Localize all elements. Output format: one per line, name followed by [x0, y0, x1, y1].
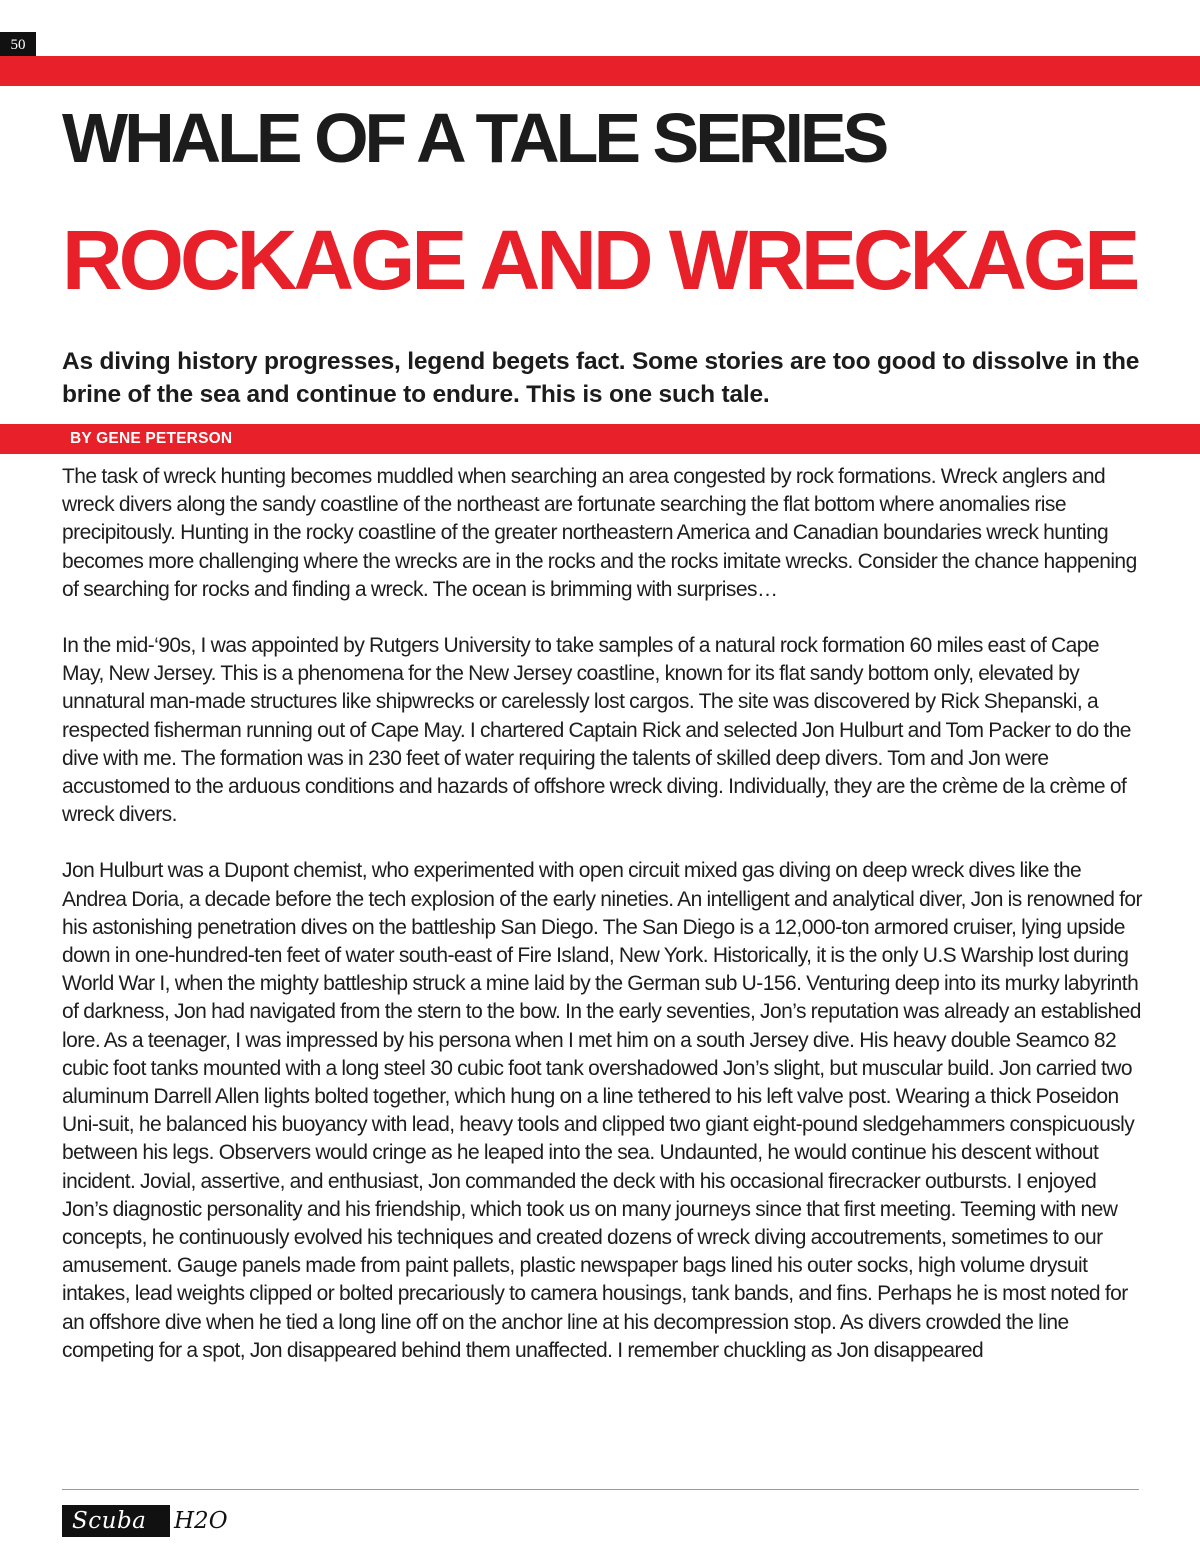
- body-paragraph-3: Jon Hulburt was a Dupont chemist, who experimented with open circuit mixed gas diving on deep wreck dives like the Andrea Doria, a decade before the tech explosion of the early nineties. An intelligent and analytical diver, Jon is renowned for his astonishing penetration dives on the battleship San Diego. The San Diego is a 12,000-ton armored cruiser, lying upside down in one-hundred-ten feet of water south-east of Fire Island, New York. Historically, it is the only U.S Warship lost during World War I, when the mighty battleship struck a mine laid by the German sub U-156. Venturing deep into its murky labyrinth of darkness, Jon had navigated from the stern to the bow. In the early seventies, Jon’s reputation was already an established lore. As a teenager, I was impressed by his persona when I met him on a south Jersey dive. His heavy double Seamco 82 cubic foot tanks mounted with a long steel 30 cubic foot tank overshadowed Jon’s slight, but muscular build. Jon carried two aluminum Darrell Allen lights bolted together, which hung on a line tethered to his left valve post. Wearing a thick Poseidon Uni-suit, he balanced his buoyancy with lead, heavy tools and clipped two giant eight-pound sledgehammers conspicuously between his legs. Observers would cringe as he leaped into the sea. Undaunted, he would continue his descent without incident. Jovial, assertive, and enthusiast, Jon commanded the deck with his occasional firecracker outbursts. I enjoyed Jon’s diagnostic personality and his friendship, which took us on many journeys since that first meeting. Teeming with new concepts, he continuously evolved his techniques and created dozens of wreck diving accoutrements, sometimes to our amusement. Gauge panels made from paint pallets, plastic newspaper bags lined his outer socks, high volume drysuit intakes, lead weights clipped or bolted precariously to camera housings, tank bands, and fins. Perhaps he is most noted for an offshore dive when he tied a long line off on the anchor line at his decompression stop. As divers crowded the line competing for a spot, Jon disappeared behind them unaffected. I remember chuckling as Jon disappeared: [62, 859, 1142, 1362]
- footer-divider: [62, 1489, 1139, 1490]
- byline: BY GENE PETERSON: [70, 430, 233, 447]
- logo-scuba-text: Scuba: [62, 1505, 170, 1537]
- top-accent-bar: [0, 56, 1200, 86]
- series-title: WHALE OF A TALE SERIES: [62, 99, 886, 177]
- byline-bar: [0, 424, 1200, 454]
- article-title: ROCKAGE AND WRECKAGE: [62, 213, 1137, 307]
- page-number: 50: [0, 32, 36, 56]
- body-paragraph-2: In the mid-‘90s, I was appointed by Rutgers University to take samples of a natural rock formation 60 miles east of Cape May, New Jersey. This is a phenomena for the New Jersey coastline, known for its flat sandy bottom only, elevated by unnatural man-made structures like shipwrecks or carelessly lost cargos. The site was discovered by Rick Shepanski, a respected fisherman running out of Cape May. I chartered Captain Rick and selected Jon Hulburt and Tom Packer to do the dive with me. The formation was in 230 feet of water requiring the talents of skilled deep divers. Tom and Jon were accustomed to the arduous conditions and hazards of offshore wreck diving. Individually, they are the crème de la crème of wreck divers.: [62, 634, 1131, 827]
- article-body: [62, 463, 1144, 1393]
- standfirst: As diving history progresses, legend begets fact. Some stories are too good to dissolve in the brine of the sea and continue to endure. This is one such tale.: [62, 348, 1140, 408]
- logo-h2o-text: H2O: [174, 1508, 228, 1534]
- body-paragraph-1: The task of wreck hunting becomes muddled when searching an area congested by rock formations. Wreck anglers and wreck divers along the sandy coastline of the northeast are fortunate searching the flat bottom where anomalies rise precipitously. Hunting in the rocky coastline of the greater northeastern America and Canadian boundaries wreck hunting becomes more challenging where the wrecks are in the rocks and the rocks imitate wrecks. Consider the chance happening of searching for rocks and finding a wreck. The ocean is brimming with surprises…: [62, 465, 1137, 601]
